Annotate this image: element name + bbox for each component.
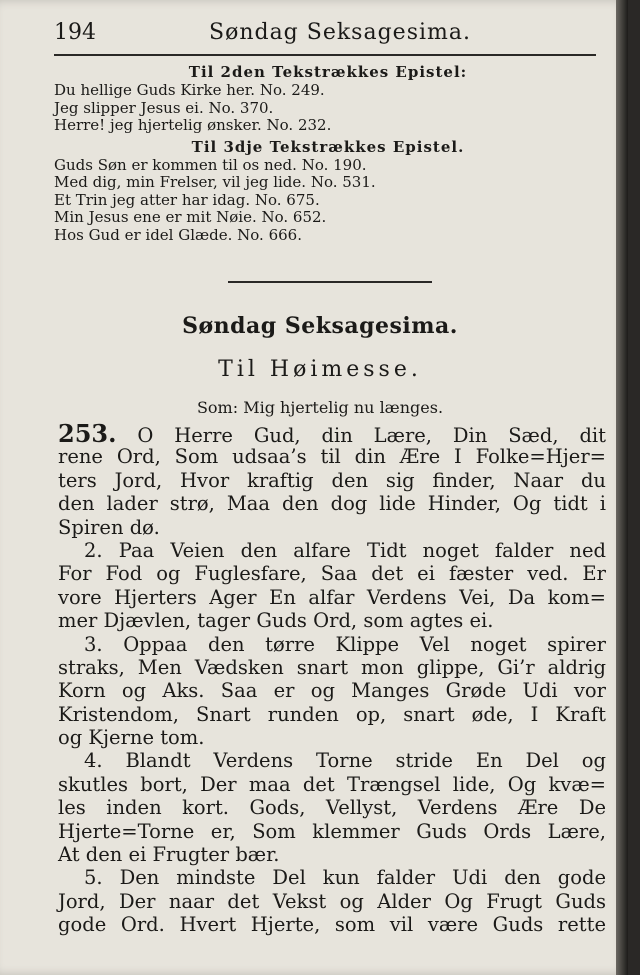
section-divider: [228, 281, 432, 283]
epistle-3-ref-1: Guds Søn er kommen til os ned. No. 190.: [54, 155, 367, 174]
epistle-2-ref-3: Herre! jeg hjertelig ønsker. No. 232.: [54, 116, 332, 134]
hymn-line: mer Djævlen, tager Guds Ord, som agtes ei.: [58, 609, 494, 633]
hymn-number: 253.: [58, 419, 117, 448]
epistle-3-title: Til 3dje Tekstrækkes Epistel.: [191, 137, 465, 156]
hymn-line: den lader strø, Maa den dog lide Hinder, Og tidt i: [58, 492, 606, 516]
epistle-2-block: [54, 62, 602, 244]
hymn-line: Jord, Der naar det Vekst og Alder Og Frugt Guds: [58, 889, 606, 913]
hymn-line: Korn og Aks. Saa er og Manges Grøde Udi vor: [58, 679, 606, 703]
hymn-line: skutles bort, Der maa det Trængsel lide, Og kvæ=: [58, 772, 606, 796]
epistle-3-ref-3: Et Trin jeg atter har idag. No. 675.: [54, 190, 320, 209]
running-title: Søndag Seksagesima.: [209, 20, 471, 45]
hymn-line: rene Ord, Som udsaa’s til din Ære I Folke=Hjer=: [58, 445, 606, 469]
hymn-line: For Fod og Fuglesfare, Saa det ei fæster ved. Er: [58, 562, 606, 586]
hymn-verse-start: 4. Blandt Verdens Torne stride En Del og: [84, 749, 606, 773]
hymn-verse-start: 3. Oppaa den tørre Klippe Vel noget spirer: [84, 632, 606, 656]
section-title: Søndag Seksagesima.: [182, 313, 458, 339]
hymn-verse-start: 5. Den mindste Del kun falder Udi den gode: [84, 866, 606, 890]
epistle-3-ref-4: Min Jesus ene er mit Nøie. No. 652.: [54, 208, 327, 226]
page-number: 194: [54, 20, 96, 45]
epistle-2-title: Til 2den Tekstrækkes Epistel:: [188, 63, 468, 81]
hymn-line: ters Jord, Hvor kraftig den sig finder, Naar du: [58, 468, 606, 492]
service-title: Til Høimesse.: [218, 357, 422, 382]
epistle-3-ref-5: Hos Gud er idel Glæde. No. 666.: [54, 225, 302, 244]
hymn-line: gode Ord. Hvert Hjerte, som vil være Guds rette: [58, 913, 606, 937]
hymn-line: les inden kort. Gods, Vellyst, Verdens Ære De: [58, 796, 606, 820]
epistle-3-ref-2: Med dig, min Frelser, vil jeg lide. No. 531.: [54, 173, 376, 191]
page-header: [54, 20, 596, 56]
melody-line: Som: Mig hjertelig nu længes.: [196, 398, 444, 417]
hymn-line: Spiren dø.: [58, 515, 160, 539]
epistle-2-ref-2: Jeg slipper Jesus ei. No. 370.: [54, 98, 274, 117]
hymn-line: straks, Men Vædsken snart mon glippe, Gi’r aldrig: [58, 655, 606, 679]
hymn-line: Kristendom, Snart runden op, snart øde, I Kraft: [58, 702, 606, 726]
hymn-line: vore Hjerters Ager En alfar Verdens Vei, Da kom=: [58, 585, 606, 609]
epistle-2-ref-1: Du hellige Guds Kirke her. No. 249.: [54, 81, 325, 99]
page-binding-edge: [616, 0, 628, 975]
hymn-first-line-text: O Herre Gud, din Lære, Din Sæd, dit: [137, 424, 606, 447]
hymn-line: At den ei Frugter bær.: [58, 843, 280, 867]
hymn-verse-start: 2. Paa Veien den alfare Tidt noget falder ned: [84, 538, 606, 562]
hymn-text: [58, 419, 606, 937]
hymn-line: og Kjerne tom.: [58, 726, 205, 750]
hymn-line: Hjerte=Torne er, Som klemmer Guds Ords Lære,: [58, 819, 606, 843]
hymn-first-line: [58, 419, 606, 448]
